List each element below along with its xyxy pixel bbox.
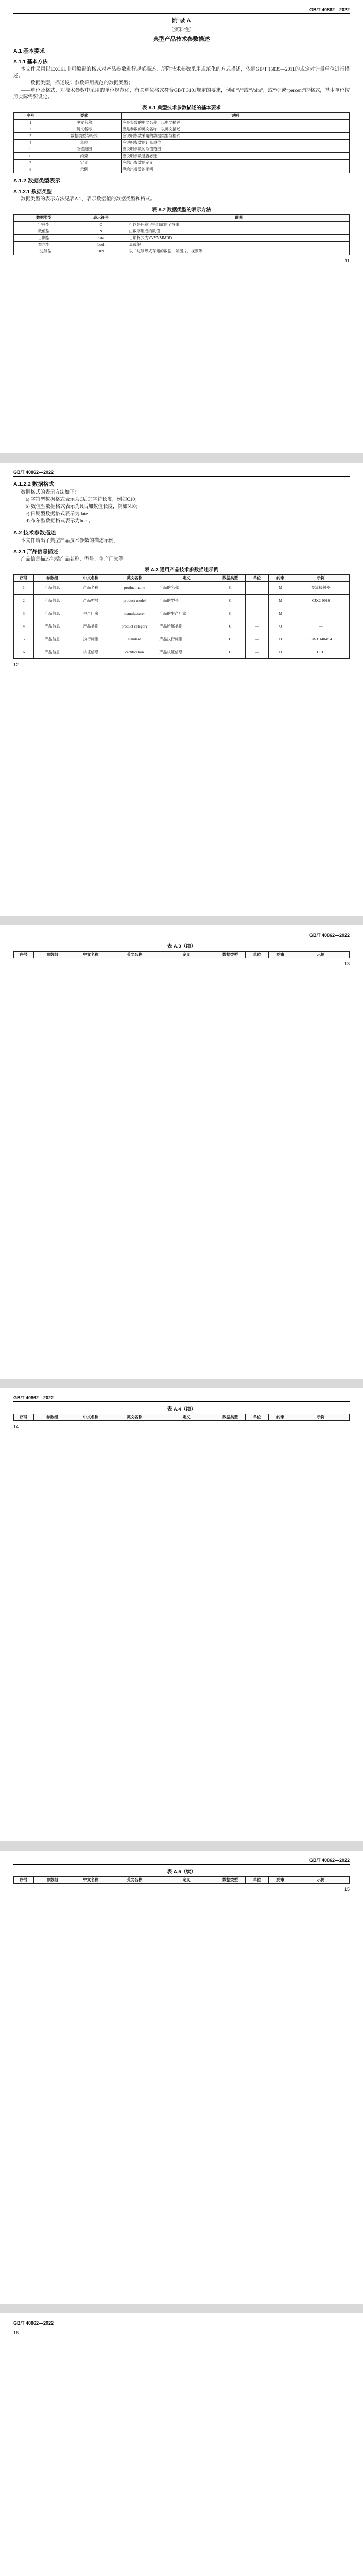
page-number: 15	[344, 1887, 350, 1892]
table-header: 中文名称	[71, 575, 111, 582]
table-header: 说明	[121, 113, 349, 120]
table-caption: 表 A.5（续）	[167, 1869, 196, 1875]
document-page	[0, 1851, 363, 2304]
subsection-heading: A.1.2.1 数据类型	[13, 189, 53, 195]
paragraph: ——数据类型，描述设计参数采用规范的数据类型；	[21, 81, 133, 86]
table-row: 5 产品信息 执行标准 standard 产品执行标准 C — O GB/T 14048.4	[14, 633, 350, 646]
table-caption: 表 A.2 数据类型的表示方法	[151, 207, 212, 213]
table-row: 布尔型 bool 真或假	[14, 242, 350, 248]
table-a1	[13, 112, 350, 173]
running-header: GB/T 40862—2022	[13, 470, 350, 477]
table-continuation: 序号 参数组 中文名称 英文名称 定义 数据类型 单位 约束 示例	[13, 951, 350, 958]
annex-label: 附 录 A	[172, 18, 191, 24]
running-header: GB/T 40862—2022	[13, 1395, 350, 1402]
page-number: 14	[13, 1424, 19, 1429]
paragraph: 数据类型的表示方法见表A.2，表示数据值的数据类型和格式。	[21, 197, 155, 202]
table-caption: 表 A.1 典型技术参数描述的基本要求	[142, 105, 221, 111]
page-number: 12	[13, 662, 19, 667]
table-header: 数据类型	[14, 215, 74, 222]
table-header: 说明	[128, 215, 349, 222]
running-header: GB/T 40862—2022	[13, 933, 350, 939]
paragraph: 产品信息描述包括产品名称、型号、生产厂家等。	[21, 557, 129, 562]
table-caption: 表 A.3 通用产品技术参数描述示例	[144, 567, 219, 573]
table-header: 定义	[158, 575, 215, 582]
list-item: a) 字符型数据格式表示为C后加字符长度，例如C10；	[25, 497, 140, 502]
document-page	[0, 1388, 363, 1841]
table-row: 日期型 date 日期格式为YYYYMMDD	[14, 235, 350, 242]
document-page	[0, 0, 363, 453]
annex-type: （资料性）	[168, 27, 195, 33]
section-heading: A.1 基本要求	[13, 48, 45, 54]
table-header: 参数组	[34, 575, 71, 582]
subsection-heading: A.2.1 产品信息描述	[13, 549, 58, 555]
table-continuation: 序号 参数组 中文名称 英文名称 定义 数据类型 单位 约束 示例	[13, 1414, 350, 1421]
table-row: 7 定义 应给出参数的定义	[14, 160, 350, 166]
page-number: 13	[344, 961, 350, 967]
list-item: d) 布尔型数据格式表示为bool。	[25, 519, 94, 524]
table-header: 英文名称	[111, 575, 158, 582]
annex-title: 典型产品技术参数描述	[153, 36, 210, 42]
document-page	[0, 2313, 363, 2576]
table-header: 单位	[245, 575, 269, 582]
section-heading: A.1.2 数据类型表示	[13, 178, 61, 184]
table-row: 二进制型 BIN 以二进制形式存储的数据，如图片、视频等	[14, 248, 350, 255]
document-page	[0, 925, 363, 1379]
running-header: GB/T 40862—2022	[13, 7, 350, 14]
list-item: b) 数值型数据格式表示为N后加数值长度，例如N10；	[25, 504, 141, 510]
table-row: 4 单位 应说明参数的计量单位	[14, 140, 350, 146]
paragraph: 数据格式的表示方法如下：	[21, 490, 80, 495]
paragraph: 本文件给出了典型产品技术参数的描述示例。	[21, 538, 119, 544]
table-header: 约束	[269, 575, 292, 582]
table-row: 3 产品信息 生产厂家 manufacturer 产品的生产厂家 C — M —	[14, 607, 350, 620]
table-continuation: 序号 参数组 中文名称 英文名称 定义 数据类型 单位 约束 示例	[13, 1876, 350, 1884]
list-item: c) 日期型数据格式表示为date；	[25, 512, 93, 517]
table-a2	[13, 214, 350, 255]
table-caption: 表 A.3（续）	[167, 944, 196, 950]
table-header: 序号	[14, 575, 34, 582]
table-caption: 表 A.4（续）	[167, 1406, 196, 1412]
table-header: 要素	[47, 113, 121, 120]
document-page	[0, 463, 363, 916]
running-header: GB/T 40862—2022	[13, 2320, 350, 2327]
table-header: 表示符号	[74, 215, 128, 222]
table-header: 序号	[14, 113, 47, 120]
page-number: 11	[344, 258, 350, 263]
page-number: 16	[13, 2330, 19, 2335]
table-row: 1 产品信息 产品名称 product name 产品的名称 C — M 交流接触器	[14, 582, 350, 595]
table-row: 字符型 C 可以是任意字符组成的字符串	[14, 222, 350, 228]
table-header: 示例	[292, 575, 350, 582]
table-a3	[13, 574, 350, 659]
table-row: 3 数据类型与格式 应说明参数采用的数据类型与格式	[14, 133, 350, 140]
table-row: 8 示例 应给出参数的示例	[14, 166, 350, 173]
table-row: 6 产品信息 认证信息 certification 产品认证信息 C — O CCC	[14, 646, 350, 659]
table-row: 数值型 N 由数字组成的数值	[14, 228, 350, 235]
subsection-heading: A.1.1 基本方法	[13, 59, 48, 65]
table-row: 2 英文名称 应是参数的英文名称，以英文描述	[14, 126, 350, 133]
paragraph: ——单位及格式，对技术参数中采用的单位规范化，有关单位格式符合GB/T 3101规定的要求，例如“V”或“Volts”，或“%”或“percent”的格式，基本单位按照实际需要设定。	[13, 88, 350, 100]
section-heading: A.2 技术参数描述	[13, 530, 56, 536]
paragraph: 本文件采用以EXCEL中可编辑的格式对产品参数进行规范描述，所附技术参数采用规范化的方式描述，依据GB/T 15835—2011的规定对计量单位进行描述。	[13, 67, 350, 79]
running-header: GB/T 40862—2022	[13, 1858, 350, 1865]
table-row: 1 中文名称 应是参数的中文名称，以中文描述	[14, 120, 350, 126]
table-row: 6 约束 应说明参数是否必选	[14, 153, 350, 160]
table-row: 5 取值范围 应说明参数的取值范围	[14, 146, 350, 153]
table-row: 2 产品信息 产品型号 product model 产品的型号 C — M CJX2-0910	[14, 595, 350, 607]
table-row: 4 产品信息 产品类别 product category 产品所属类别 C — O —	[14, 620, 350, 633]
section-heading: A.1.2.2 数据格式	[13, 481, 54, 487]
table-header: 数据类型	[215, 575, 246, 582]
